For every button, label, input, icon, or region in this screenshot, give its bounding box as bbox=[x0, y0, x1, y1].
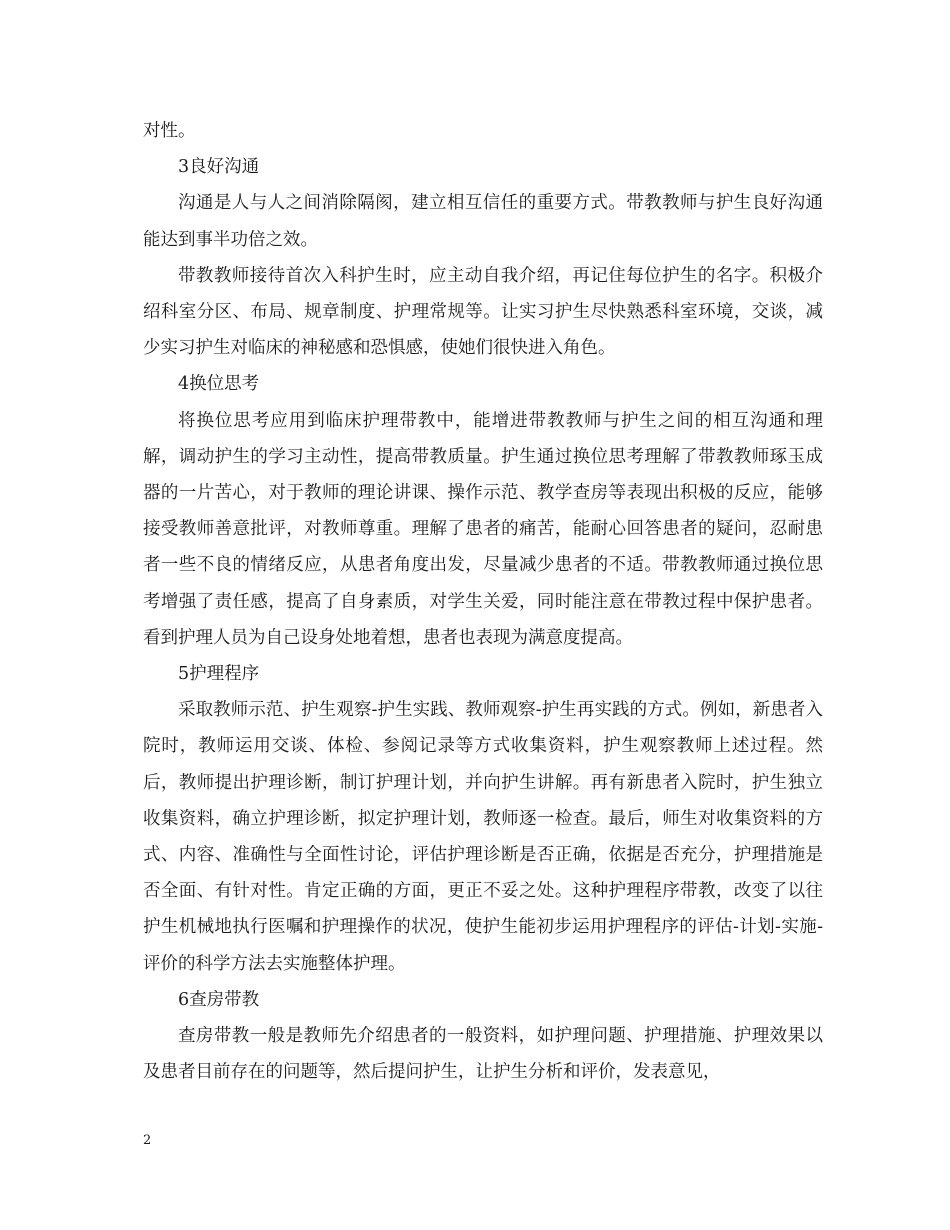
paragraph-continuation: 对性。 bbox=[143, 121, 196, 141]
page-number: 2 bbox=[143, 1133, 152, 1148]
section-heading-ward-rounds: 6查房带教 bbox=[178, 989, 260, 1010]
paragraph-body: 沟通是人与人之间消除隔阂，建立相互信任的重要方式。带教教师与护生良好沟通能达到事半功倍之效。 bbox=[143, 193, 823, 250]
section-heading-communication: 3良好沟通 bbox=[178, 157, 260, 178]
document-body bbox=[143, 113, 823, 1090]
paragraph-body: 带教教师接待首次入科护生时，应主动自我介绍，再记住每位护生的名字。积极介绍科室分区、布局、规章制度、护理常规等。让实习护生尽快熟悉科室环境，交谈，减少实习护生对临床的神秘感和恐惧感，使她们很快进入角色。 bbox=[143, 265, 823, 359]
section-heading-nursing-process: 5护理程序 bbox=[178, 664, 260, 685]
section-heading-perspective-taking: 4换位思考 bbox=[178, 374, 260, 395]
paragraph-body: 查房带教一般是教师先介绍患者的一般资料，如护理问题、护理措施、护理效果以及患者目前存在的问题等，然后提问护生，让护生分析和评价，发表意见， bbox=[143, 1026, 823, 1083]
paragraph-body: 将换位思考应用到临床护理带教中，能增进带教教师与护生之间的相互沟通和理解，调动护生的学习主动性，提高带教质量。护生通过换位思考理解了带教教师琢玉成器的一片苦心，对于教师的理论讲课、操作示范、教学查房等表现出积极的反应，能够接受教师善意批评，对教师尊重。理解了患者的痛苦，能耐心回答患者的疑问，忍耐患者一些不良的情绪反应，从患者角度出发，尽量减少患者的不适。带教教师通过换位思考增强了责任感，提高了自身素质，对学生关爱，同时能注意在带教过程中保护患者。看到护理人员为自己设身处地着想，患者也表现为满意度提高。 bbox=[143, 410, 823, 648]
paragraph-body: 采取教师示范、护生观察-护生实践、教师观察-护生再实践的方式。例如，新患者入院时，教师运用交谈、体检、参阅记录等方式收集资料，护生观察教师上述过程。然后，教师提出护理诊断，制订护理计划，并向护生讲解。再有新患者入院时，护生独立收集资料，确立护理诊断，拟定护理计划，教师逐一检查。最后，师生对收集资料的方式、内容、准确性与全面性讨论，评估护理诊断是否正确，依据是否充分，护理措施是否全面、有针对性。肯定正确的方面，更正不妥之处。这种护理程序带教，改变了以往护生机械地执行医嘱和护理操作的状况，使护生能初步运用护理程序的评估-计划-实施-评价的科学方法去实施整体护理。 bbox=[143, 700, 823, 974]
